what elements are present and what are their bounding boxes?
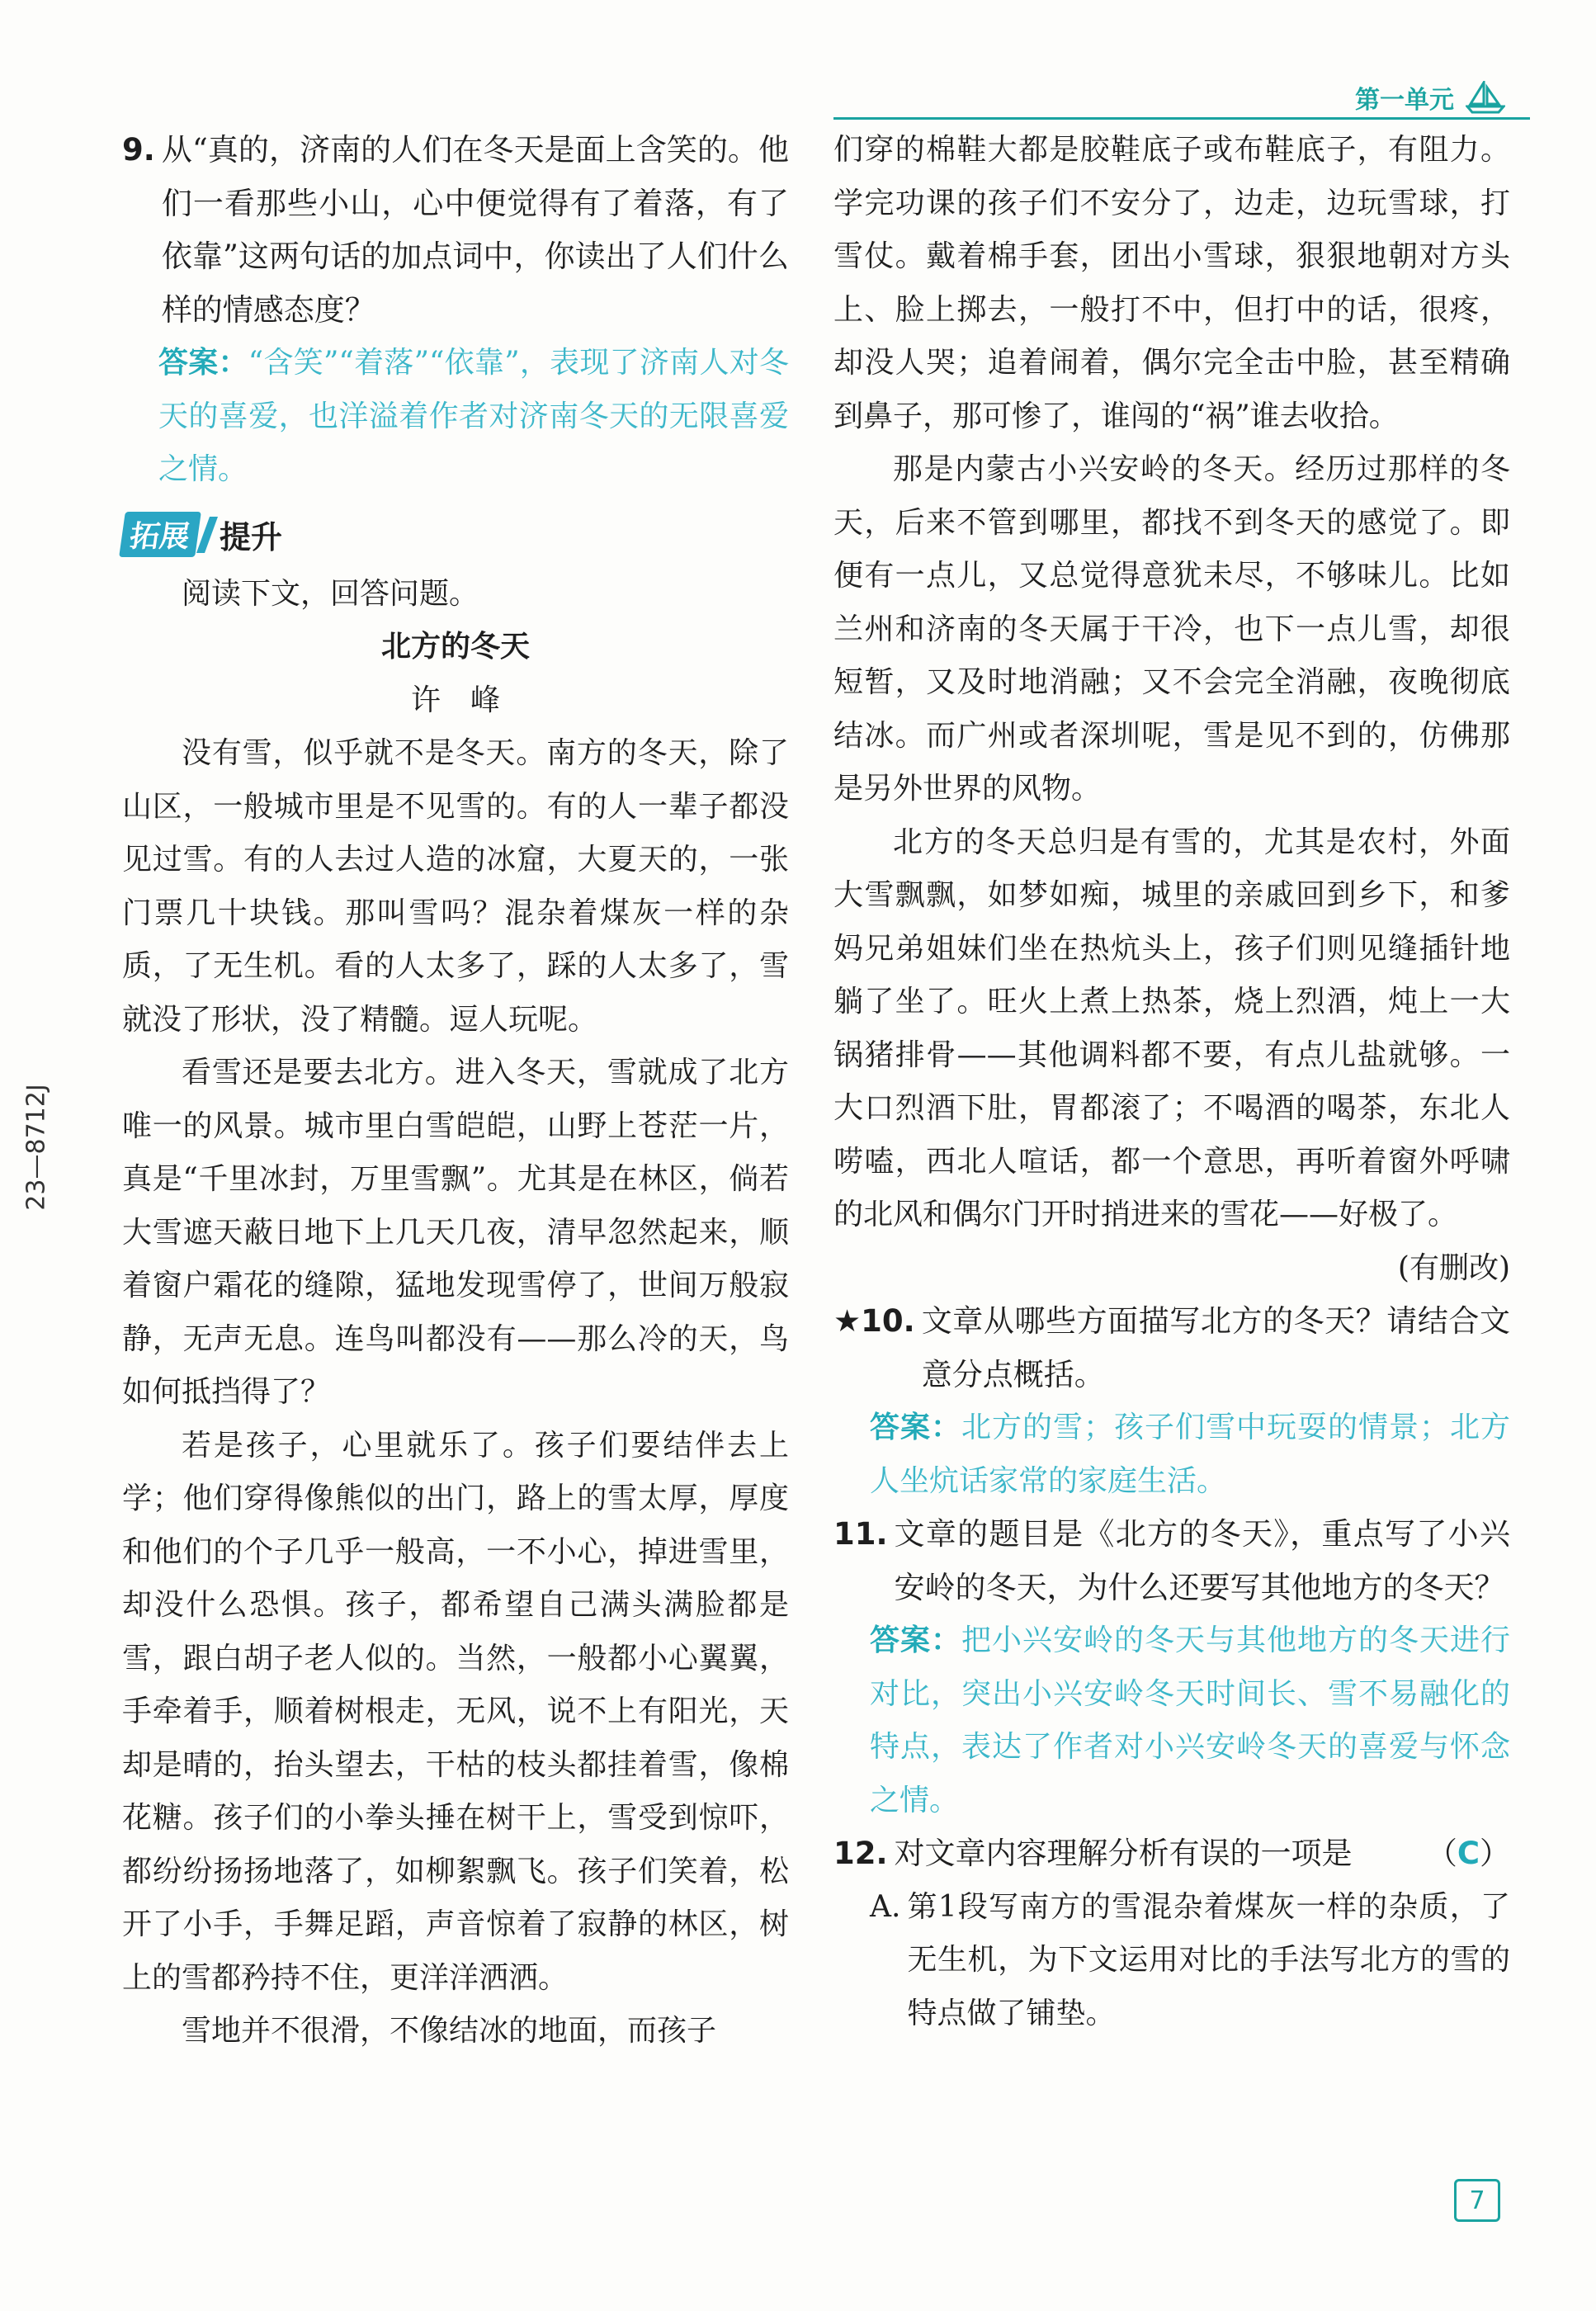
question-9 xyxy=(122,124,789,337)
option-a-text: 第1段写南方的雪混杂着煤灰一样的杂质，了无生机，为下文运用对比的手法写北方的雪的特点做了铺垫。 xyxy=(907,1889,1510,2030)
article-paragraph-6: 北方的冬天总归是有雪的，尤其是农村，外面大雪飘飘，如梦如痴，城里的亲戚回到乡下，和爹妈兄弟姐妹们坐在热炕头上，孩子们则见缝插针地躺了坐了。旺火上煮上热茶，烧上烈酒，炖上一大锅猪排骨——其他调料都不要，有点儿盐就够。一大口烈酒下肚，胃都滚了；不喝酒的喝茶，东北人唠嗑，西北人喧话，都一个意思，再听着窗外呼啸的北风和偶尔门开时捎进来的雪花——好极了。 xyxy=(833,825,1510,1231)
question-10-answer xyxy=(870,1401,1510,1508)
article-title: 北方的冬天 xyxy=(380,630,530,664)
article-paragraph-3: 若是孩子，心里就乐了。孩子们要结伴去上学；他们穿得像熊似的出门，路上的雪太厚，厚度和他们的个子几乎一般高，一不小心，掉进雪里，却没什么恐惧。孩子，都希望自己满头满脸都是雪，跟白胡子老人似的。当然，一般都小心翼翼，手牵着手，顺着树根走，无风，说不上有阳光，天却是晴的，抬头望去，干枯的枝头都挂着雪，像棉花糖。孩子们的小拳头捶在树干上，雪受到惊吓，都纷纷扬扬地落了，如柳絮飘飞。孩子们笑着，松开了小手，手舞足蹈，声音惊着了寂静的林区，树上的雪都矜持不住，更洋洋洒洒。 xyxy=(122,1428,789,1995)
unit-title: 第一单元 xyxy=(1355,86,1454,115)
article-paragraph-2: 看雪还是要去北方。进入冬天，雪就成了北方唯一的风景。城市里白雪皑皑，山野上苍茫一片，真是“千里冰封，万里雪飘”。尤其是在林区，倘若大雪遮天蔽日地下上几天几夜，清早忽然起来，顺着窗户霜花的缝隙，猛地发现雪停了，世间万般寂静，无声无息。连鸟叫都没有——那么冷的天，鸟如何抵挡得了？ xyxy=(122,1056,789,1409)
question-12-stem: 对文章内容理解分析有误的一项是 xyxy=(894,1836,1353,1871)
question-10-text: 文章从哪些方面描写北方的冬天？请结合文意分点概括。 xyxy=(921,1303,1510,1392)
question-10-number: ★10. xyxy=(833,1303,915,1339)
question-11-text: 文章的题目是《北方的冬天》，重点写了小兴安岭的冬天，为什么还要写其他地方的冬天？ xyxy=(894,1516,1510,1605)
question-12 xyxy=(833,1827,1510,1881)
section-badge: 拓展 xyxy=(119,512,201,557)
question-9-answer xyxy=(158,337,789,497)
article-paragraph-5: 那是内蒙古小兴安岭的冬天。经历过那样的冬天，后来不管到哪里，都找不到冬天的感觉了。即便有一点儿，又总觉得意犹未尽，不够味儿。比如兰州和济南的冬天属于干冷，也下一点儿雪，却很短暂，又及时地消融；又不会完全消融，夜晚彻底结冰。而广州或者深圳呢，雪是见不到的，仿佛那是另外世界的风物。 xyxy=(833,452,1510,806)
answer-text: 把小兴安岭的冬天与其他地方的冬天进行对比，突出小兴安岭冬天时间长、雪不易融化的特点，表达了作者对小兴安岭冬天的喜爱与怀念之情。 xyxy=(870,1623,1510,1817)
section-header xyxy=(122,505,789,565)
question-12-text xyxy=(895,1827,1510,1881)
reading-instruction: 阅读下文，回答问题。 xyxy=(182,576,479,611)
question-12-number: 12. xyxy=(833,1836,888,1871)
answer-label: 答案： xyxy=(158,346,248,380)
answer-text: 北方的雪；孩子们雪中玩耍的情景；北方人坐炕话家常的家庭生活。 xyxy=(870,1411,1510,1498)
bracket-open: （ xyxy=(1426,1836,1457,1871)
bracket-close: ） xyxy=(1480,1836,1510,1871)
unit-header xyxy=(1355,79,1505,116)
article-paragraph-4-cont: 们穿的棉鞋大都是胶鞋底子或布鞋底子，有阻力。学完功课的孩子们不安分了，边走，边玩雪球，打雪仗。戴着棉手套，团出小雪球，狠狠地朝对方头上、脸上掷去，一般打不中，但打中的话，很疼，却没人哭；追着闹着，偶尔完全击中脸，甚至精确到鼻子，那可惨了，谁闯的“祸”谁去收拾。 xyxy=(833,133,1510,433)
question-12-choice xyxy=(1427,1827,1510,1881)
answer-text: “含笑”“着落”“依靠”，表现了济南人对冬天的喜爱，也洋溢着作者对济南冬天的无限喜爱之情。 xyxy=(158,346,789,486)
answer-label: 答案： xyxy=(870,1411,961,1444)
question-9-text: 从“真的，济南的人们在冬天是面上含笑的。他们一看那些小山，心中便觉得有了着落，有了依靠”这两句话的加点词中，你读出了人们什么样的情感态度？ xyxy=(161,132,789,328)
question-10 xyxy=(833,1295,1510,1401)
article-paragraph-1: 没有雪，似乎就不是冬天。南方的冬天，除了山区，一般城市里是不见雪的。有的人一辈子都没见过雪。有的人去过人造的冰窟，大夏天的，一张门票几十块钱。那叫雪吗？混杂着煤灰一样的杂质，了无生机。看的人太多了，踩的人太多了，雪就没了形状，没了精髓。逗人玩呢。 xyxy=(122,736,789,1037)
article-paragraph-4: 雪地并不很滑，不像结冰的地面，而孩子 xyxy=(182,2014,717,2048)
option-a-letter: A. xyxy=(870,1889,901,1924)
left-column xyxy=(122,124,789,2058)
question-9-number: 9. xyxy=(122,132,155,168)
side-code xyxy=(12,1040,61,1255)
choice-answer: C xyxy=(1457,1836,1480,1871)
option-a xyxy=(870,1881,1510,2041)
sailboat-icon xyxy=(1466,81,1505,114)
question-11-number: 11. xyxy=(833,1516,888,1552)
article-author: 许 峰 xyxy=(410,683,500,717)
edit-note: (有删改) xyxy=(1397,1250,1510,1285)
question-11-answer xyxy=(870,1614,1510,1827)
question-11 xyxy=(833,1508,1510,1614)
answer-label: 答案： xyxy=(870,1623,961,1657)
section-title: 提升 xyxy=(220,519,283,555)
page-number: 7 xyxy=(1454,2179,1500,2222)
header-rule xyxy=(833,117,1530,120)
right-column xyxy=(833,124,1510,2040)
side-code-text: 23—8712J xyxy=(21,1084,51,1211)
